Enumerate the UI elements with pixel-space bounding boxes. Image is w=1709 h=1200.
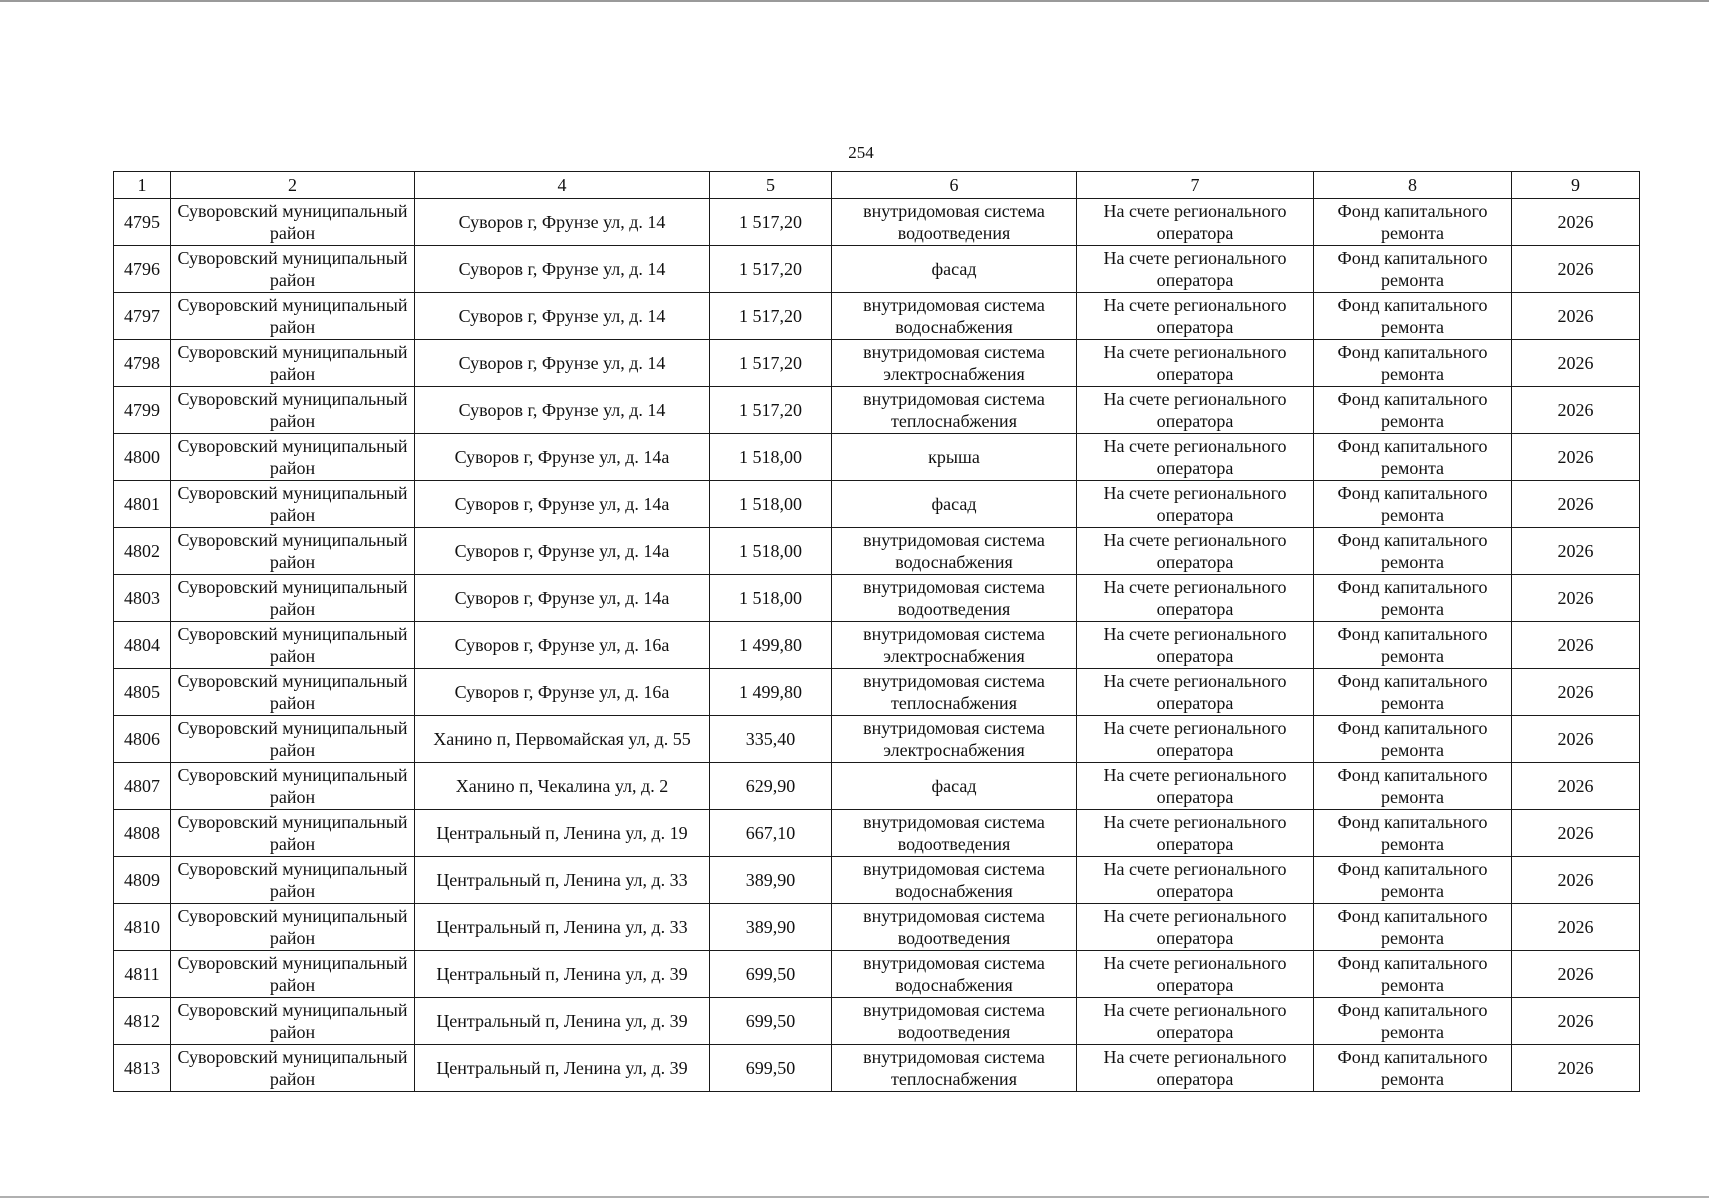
row-number-cell: 4803 bbox=[114, 575, 171, 622]
fund-account-cell: На счете регионального оператора bbox=[1077, 246, 1314, 293]
district-cell: Суворовский муниципальный район bbox=[171, 716, 415, 763]
column-header: 7 bbox=[1077, 172, 1314, 199]
address-cell: Суворов г, Фрунзе ул, д. 14а bbox=[415, 434, 710, 481]
table-row bbox=[114, 340, 1640, 387]
funding-source-cell: Фонд капитального ремонта bbox=[1314, 857, 1512, 904]
area-cell: 389,90 bbox=[710, 904, 832, 951]
page-number: 254 bbox=[848, 143, 874, 162]
funding-source-cell: Фонд капитального ремонта bbox=[1314, 951, 1512, 998]
fund-account-cell: На счете регионального оператора bbox=[1077, 763, 1314, 810]
fund-account-cell: На счете регионального оператора bbox=[1077, 622, 1314, 669]
planned-year-cell: 2026 bbox=[1512, 340, 1640, 387]
fund-account-cell: На счете регионального оператора bbox=[1077, 998, 1314, 1045]
area-cell: 1 518,00 bbox=[710, 481, 832, 528]
area-cell: 389,90 bbox=[710, 857, 832, 904]
address-cell: Суворов г, Фрунзе ул, д. 14 bbox=[415, 246, 710, 293]
district-cell: Суворовский муниципальный район bbox=[171, 904, 415, 951]
address-cell: Суворов г, Фрунзе ул, д. 14а bbox=[415, 575, 710, 622]
row-number-cell: 4799 bbox=[114, 387, 171, 434]
structural-element-cell: внутридомовая система водоотведения bbox=[832, 575, 1077, 622]
table-row bbox=[114, 716, 1640, 763]
table-row bbox=[114, 293, 1640, 340]
planned-year-cell: 2026 bbox=[1512, 622, 1640, 669]
fund-account-cell: На счете регионального оператора bbox=[1077, 716, 1314, 763]
table-row bbox=[114, 904, 1640, 951]
structural-element-cell: внутридомовая система водоотведения bbox=[832, 904, 1077, 951]
address-cell: Центральный п, Ленина ул, д. 33 bbox=[415, 904, 710, 951]
row-number-cell: 4809 bbox=[114, 857, 171, 904]
table-row bbox=[114, 857, 1640, 904]
address-cell: Центральный п, Ленина ул, д. 33 bbox=[415, 857, 710, 904]
row-number-cell: 4804 bbox=[114, 622, 171, 669]
address-cell: Ханино п, Первомайская ул, д. 55 bbox=[415, 716, 710, 763]
funding-source-cell: Фонд капитального ремонта bbox=[1314, 434, 1512, 481]
funding-source-cell: Фонд капитального ремонта bbox=[1314, 622, 1512, 669]
fund-account-cell: На счете регионального оператора bbox=[1077, 810, 1314, 857]
funding-source-cell: Фонд капитального ремонта bbox=[1314, 904, 1512, 951]
row-number-cell: 4808 bbox=[114, 810, 171, 857]
table-row bbox=[114, 199, 1640, 246]
row-number-cell: 4805 bbox=[114, 669, 171, 716]
structural-element-cell: внутридомовая система теплоснабжения bbox=[832, 387, 1077, 434]
structural-element-cell: внутридомовая система электроснабжения bbox=[832, 340, 1077, 387]
address-cell: Ханино п, Чекалина ул, д. 2 bbox=[415, 763, 710, 810]
planned-year-cell: 2026 bbox=[1512, 951, 1640, 998]
structural-element-cell: внутридомовая система водоснабжения bbox=[832, 857, 1077, 904]
area-cell: 699,50 bbox=[710, 1045, 832, 1092]
planned-year-cell: 2026 bbox=[1512, 998, 1640, 1045]
funding-source-cell: Фонд капитального ремонта bbox=[1314, 246, 1512, 293]
row-number-cell: 4797 bbox=[114, 293, 171, 340]
structural-element-cell: внутридомовая система водоснабжения bbox=[832, 293, 1077, 340]
area-cell: 699,50 bbox=[710, 951, 832, 998]
planned-year-cell: 2026 bbox=[1512, 810, 1640, 857]
district-cell: Суворовский муниципальный район bbox=[171, 1045, 415, 1092]
structural-element-cell: внутридомовая система электроснабжения bbox=[832, 716, 1077, 763]
address-cell: Суворов г, Фрунзе ул, д. 14 bbox=[415, 293, 710, 340]
address-cell: Суворов г, Фрунзе ул, д. 14 bbox=[415, 387, 710, 434]
planned-year-cell: 2026 bbox=[1512, 669, 1640, 716]
area-cell: 1 499,80 bbox=[710, 622, 832, 669]
table-body bbox=[114, 199, 1640, 1092]
address-cell: Центральный п, Ленина ул, д. 39 bbox=[415, 951, 710, 998]
funding-source-cell: Фонд капитального ремонта bbox=[1314, 387, 1512, 434]
structural-element-cell: внутридомовая система водоснабжения bbox=[832, 528, 1077, 575]
column-header: 9 bbox=[1512, 172, 1640, 199]
table-row bbox=[114, 575, 1640, 622]
column-header: 2 bbox=[171, 172, 415, 199]
area-cell: 1 518,00 bbox=[710, 575, 832, 622]
address-cell: Центральный п, Ленина ул, д. 39 bbox=[415, 998, 710, 1045]
address-cell: Суворов г, Фрунзе ул, д. 16а bbox=[415, 669, 710, 716]
area-cell: 1 499,80 bbox=[710, 669, 832, 716]
district-cell: Суворовский муниципальный район bbox=[171, 857, 415, 904]
district-cell: Суворовский муниципальный район bbox=[171, 387, 415, 434]
structural-element-cell: внутридомовая система водоотведения bbox=[832, 199, 1077, 246]
area-cell: 335,40 bbox=[710, 716, 832, 763]
district-cell: Суворовский муниципальный район bbox=[171, 528, 415, 575]
funding-source-cell: Фонд капитального ремонта bbox=[1314, 669, 1512, 716]
funding-source-cell: Фонд капитального ремонта bbox=[1314, 528, 1512, 575]
district-cell: Суворовский муниципальный район bbox=[171, 622, 415, 669]
row-number-cell: 4807 bbox=[114, 763, 171, 810]
area-cell: 629,90 bbox=[710, 763, 832, 810]
planned-year-cell: 2026 bbox=[1512, 904, 1640, 951]
fund-account-cell: На счете регионального оператора bbox=[1077, 669, 1314, 716]
area-cell: 667,10 bbox=[710, 810, 832, 857]
fund-account-cell: На счете регионального оператора bbox=[1077, 340, 1314, 387]
fund-account-cell: На счете регионального оператора bbox=[1077, 293, 1314, 340]
row-number-cell: 4796 bbox=[114, 246, 171, 293]
structural-element-cell: крыша bbox=[832, 434, 1077, 481]
capital-repair-table bbox=[113, 171, 1640, 1092]
fund-account-cell: На счете регионального оператора bbox=[1077, 857, 1314, 904]
column-header: 8 bbox=[1314, 172, 1512, 199]
planned-year-cell: 2026 bbox=[1512, 199, 1640, 246]
structural-element-cell: внутридомовая система водоотведения bbox=[832, 998, 1077, 1045]
row-number-cell: 4795 bbox=[114, 199, 171, 246]
district-cell: Суворовский муниципальный район bbox=[171, 810, 415, 857]
structural-element-cell: внутридомовая система теплоснабжения bbox=[832, 669, 1077, 716]
table-row bbox=[114, 951, 1640, 998]
address-cell: Центральный п, Ленина ул, д. 39 bbox=[415, 1045, 710, 1092]
address-cell: Суворов г, Фрунзе ул, д. 14 bbox=[415, 199, 710, 246]
district-cell: Суворовский муниципальный район bbox=[171, 340, 415, 387]
planned-year-cell: 2026 bbox=[1512, 293, 1640, 340]
address-cell: Центральный п, Ленина ул, д. 19 bbox=[415, 810, 710, 857]
row-number-cell: 4813 bbox=[114, 1045, 171, 1092]
fund-account-cell: На счете регионального оператора bbox=[1077, 528, 1314, 575]
scan-edge-top bbox=[0, 0, 1709, 2]
structural-element-cell: внутридомовая система водоснабжения bbox=[832, 951, 1077, 998]
district-cell: Суворовский муниципальный район bbox=[171, 951, 415, 998]
table-row bbox=[114, 481, 1640, 528]
funding-source-cell: Фонд капитального ремонта bbox=[1314, 293, 1512, 340]
planned-year-cell: 2026 bbox=[1512, 857, 1640, 904]
area-cell: 699,50 bbox=[710, 998, 832, 1045]
planned-year-cell: 2026 bbox=[1512, 528, 1640, 575]
column-header: 4 bbox=[415, 172, 710, 199]
planned-year-cell: 2026 bbox=[1512, 763, 1640, 810]
scan-edge-bottom bbox=[0, 1196, 1709, 1198]
column-header: 1 bbox=[114, 172, 171, 199]
planned-year-cell: 2026 bbox=[1512, 246, 1640, 293]
funding-source-cell: Фонд капитального ремонта bbox=[1314, 716, 1512, 763]
table-row bbox=[114, 1045, 1640, 1092]
planned-year-cell: 2026 bbox=[1512, 716, 1640, 763]
planned-year-cell: 2026 bbox=[1512, 387, 1640, 434]
area-cell: 1 517,20 bbox=[710, 293, 832, 340]
district-cell: Суворовский муниципальный район bbox=[171, 575, 415, 622]
funding-source-cell: Фонд капитального ремонта bbox=[1314, 340, 1512, 387]
structural-element-cell: внутридомовая система водоотведения bbox=[832, 810, 1077, 857]
table-row bbox=[114, 763, 1640, 810]
area-cell: 1 517,20 bbox=[710, 340, 832, 387]
structural-element-cell: фасад bbox=[832, 246, 1077, 293]
row-number-cell: 4812 bbox=[114, 998, 171, 1045]
district-cell: Суворовский муниципальный район bbox=[171, 763, 415, 810]
fund-account-cell: На счете регионального оператора bbox=[1077, 575, 1314, 622]
planned-year-cell: 2026 bbox=[1512, 434, 1640, 481]
structural-element-cell: внутридомовая система теплоснабжения bbox=[832, 1045, 1077, 1092]
table-row bbox=[114, 998, 1640, 1045]
table-row bbox=[114, 622, 1640, 669]
address-cell: Суворов г, Фрунзе ул, д. 14 bbox=[415, 340, 710, 387]
column-number-row bbox=[114, 172, 1640, 199]
district-cell: Суворовский муниципальный район bbox=[171, 998, 415, 1045]
row-number-cell: 4801 bbox=[114, 481, 171, 528]
area-cell: 1 517,20 bbox=[710, 199, 832, 246]
row-number-cell: 4810 bbox=[114, 904, 171, 951]
area-cell: 1 518,00 bbox=[710, 434, 832, 481]
funding-source-cell: Фонд капитального ремонта bbox=[1314, 810, 1512, 857]
fund-account-cell: На счете регионального оператора bbox=[1077, 387, 1314, 434]
fund-account-cell: На счете регионального оператора bbox=[1077, 434, 1314, 481]
structural-element-cell: фасад bbox=[832, 763, 1077, 810]
fund-account-cell: На счете регионального оператора bbox=[1077, 481, 1314, 528]
column-header: 5 bbox=[710, 172, 832, 199]
column-header: 6 bbox=[832, 172, 1077, 199]
row-number-cell: 4802 bbox=[114, 528, 171, 575]
table-row bbox=[114, 434, 1640, 481]
structural-element-cell: фасад bbox=[832, 481, 1077, 528]
area-cell: 1 518,00 bbox=[710, 528, 832, 575]
address-cell: Суворов г, Фрунзе ул, д. 16а bbox=[415, 622, 710, 669]
funding-source-cell: Фонд капитального ремонта bbox=[1314, 998, 1512, 1045]
row-number-cell: 4811 bbox=[114, 951, 171, 998]
table-row bbox=[114, 810, 1640, 857]
address-cell: Суворов г, Фрунзе ул, д. 14а bbox=[415, 528, 710, 575]
structural-element-cell: внутридомовая система электроснабжения bbox=[832, 622, 1077, 669]
row-number-cell: 4798 bbox=[114, 340, 171, 387]
fund-account-cell: На счете регионального оператора bbox=[1077, 1045, 1314, 1092]
address-cell: Суворов г, Фрунзе ул, д. 14а bbox=[415, 481, 710, 528]
row-number-cell: 4806 bbox=[114, 716, 171, 763]
table-row bbox=[114, 669, 1640, 716]
district-cell: Суворовский муниципальный район bbox=[171, 669, 415, 716]
area-cell: 1 517,20 bbox=[710, 387, 832, 434]
table-row bbox=[114, 387, 1640, 434]
table-row bbox=[114, 246, 1640, 293]
planned-year-cell: 2026 bbox=[1512, 575, 1640, 622]
fund-account-cell: На счете регионального оператора bbox=[1077, 904, 1314, 951]
funding-source-cell: Фонд капитального ремонта bbox=[1314, 199, 1512, 246]
district-cell: Суворовский муниципальный район bbox=[171, 293, 415, 340]
planned-year-cell: 2026 bbox=[1512, 1045, 1640, 1092]
planned-year-cell: 2026 bbox=[1512, 481, 1640, 528]
table-row bbox=[114, 528, 1640, 575]
district-cell: Суворовский муниципальный район bbox=[171, 246, 415, 293]
fund-account-cell: На счете регионального оператора bbox=[1077, 951, 1314, 998]
funding-source-cell: Фонд капитального ремонта bbox=[1314, 575, 1512, 622]
district-cell: Суворовский муниципальный район bbox=[171, 434, 415, 481]
funding-source-cell: Фонд капитального ремонта bbox=[1314, 481, 1512, 528]
funding-source-cell: Фонд капитального ремонта bbox=[1314, 1045, 1512, 1092]
row-number-cell: 4800 bbox=[114, 434, 171, 481]
district-cell: Суворовский муниципальный район bbox=[171, 481, 415, 528]
district-cell: Суворовский муниципальный район bbox=[171, 199, 415, 246]
fund-account-cell: На счете регионального оператора bbox=[1077, 199, 1314, 246]
funding-source-cell: Фонд капитального ремонта bbox=[1314, 763, 1512, 810]
area-cell: 1 517,20 bbox=[710, 246, 832, 293]
